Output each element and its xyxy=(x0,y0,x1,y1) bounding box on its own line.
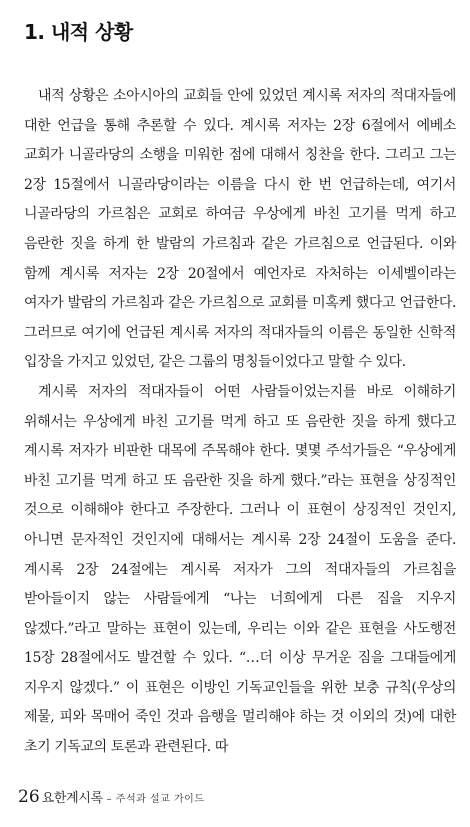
section-title: 1. 내적 상황 xyxy=(24,20,133,44)
book-subtitle: – 주석과 설교 가이드 xyxy=(102,794,205,805)
paragraph-1: 내적 상황은 소아시아의 교회들 안에 있었던 계시록 저자의 적대자들에 대한 언급을 통해 추론할 수 있다. 계시록 저자는 2장 6절에서 에베소 교회가 니골라당의 소행을 미워한 점에 대해서 칭찬을 한다. 그리고 그는 2장 15절에서 니골라당이라는 이름을 다시 한 번 언급하는데, 여기서 니골라당의 가르침은 교회로 하여금 우상에게 바친 고기를 먹게 하고 음란한 짓을 하게 한 발람의 가르침과 같은 가르침으로 언급된다. 이와 함께 계시록 저자는 2장 20절에서 예언자로 자처하는 이세벨이라는 여자가 발람의 가르침과 같은 가르침으로 교회를 미혹케 했다고 언급한다. 그러므로 여기에 언급된 계시록 저자의 적대자들의 이름은 동일한 신학적 입장을 가지고 있었던, 같은 그룹의 명칭들이었다고 말할 수 있다. xyxy=(24,88,456,371)
book-title: 요한계시록 xyxy=(41,791,103,806)
page-number: 26 xyxy=(18,787,40,807)
paragraph-2: 계시록 저자의 적대자들이 어떤 사람들이었는지를 바로 이해하기 위해서는 우상에게 바친 고기를 먹게 하고 또 음란한 짓을 하게 했다고 계시록 저자가 비판한 대목에 주목해야 한다. 몇몇 주석가들은 “우상에게 바친 고기를 먹게 하고 또 음란한 짓을 하게 했다.”라는 표현을 상징적인 것으로 이해해야 한다고 주장한다. 그러나 이 표현이 상징적인 것인지, 아니면 문자적인 것인지에 대해서는 계시록 2장 24절이 도움을 준다. 계시록 2장 24절에는 계시록 저자가 그의 적대자들의 가르침을 받아들이지 않는 사람들에게 “나는 너희에게 다른 짐을 지우지 않겠다.”라고 말하는 표현이 있는데, 우리는 이와 같은 표현을 사도행전 15장 28절에서도 발견할 수 있다. “…더 이상 무거운 짐을 그대들에게 지우지 않겠다.” 이 표현은 이방인 기독교인들을 위한 보충 규칙(우상의 제물, 피와 목매어 죽인 것과 음행을 멀리해야 하는 것 이외의 것)에 대한 초기 기독교의 토론과 관련된다. 따 xyxy=(24,383,456,756)
body-text xyxy=(24,82,456,763)
page-footer xyxy=(18,787,204,807)
